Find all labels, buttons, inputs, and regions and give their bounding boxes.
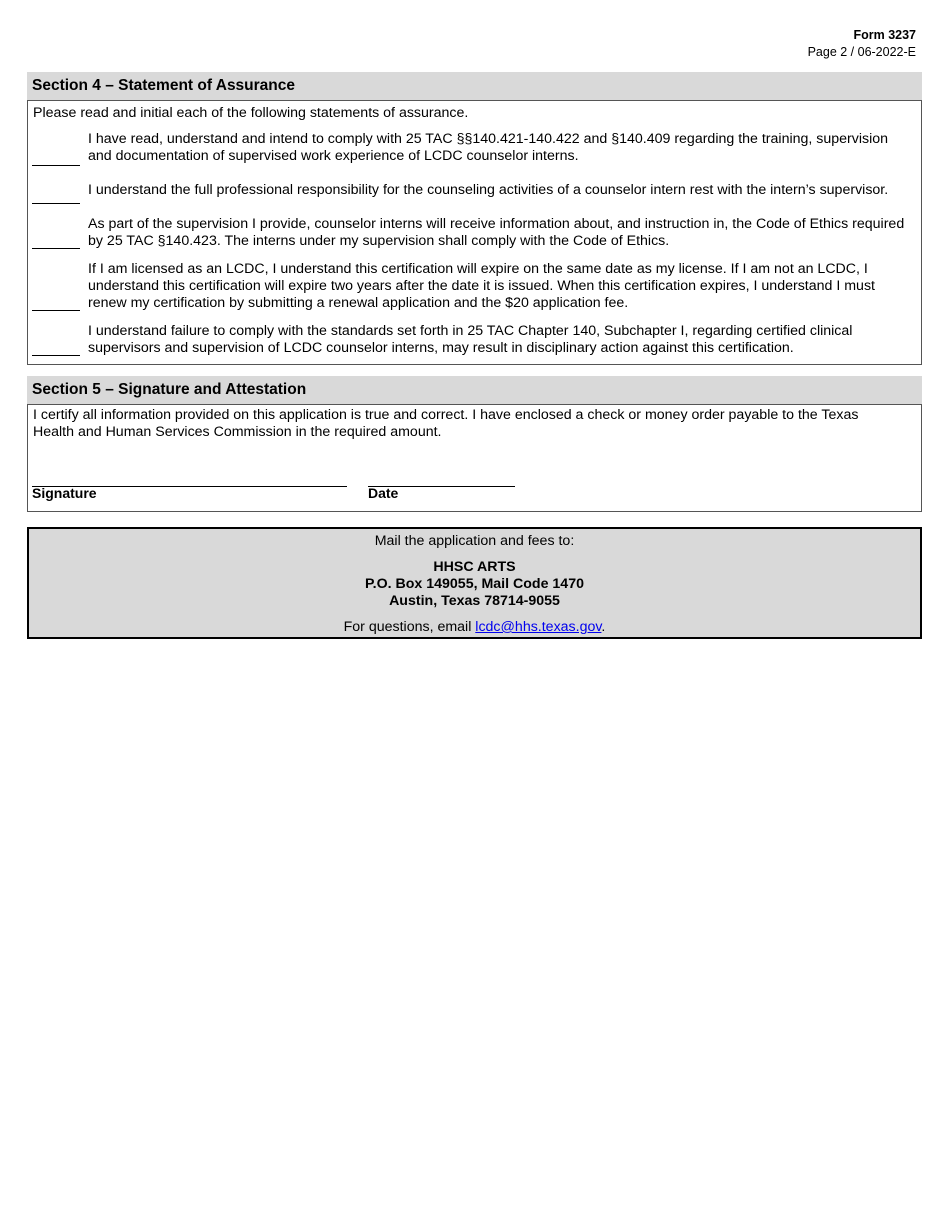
mailing-address-line-1: P.O. Box 149055, Mail Code 1470: [365, 576, 584, 592]
mailing-info-box: [27, 527, 922, 639]
assurance-statement-text: If I am licensed as an LCDC, I understand this certification will expire on the same date as my license. If I am not an LCDC, I understand this certification will expire two years after the date it is issued. When this certification expires, I understand I must renew my certification by submitting a renewal application and the $20 application fee.: [88, 261, 875, 311]
date-label: Date: [368, 485, 399, 501]
email-link[interactable]: lcdc@hhs.texas.gov: [475, 619, 602, 635]
initial-field[interactable]: [32, 355, 80, 356]
assurance-statement-text: I understand failure to comply with the standards set forth in 25 TAC Chapter 140, Subchapter I, regarding certified clinical supervisors and supervision of LCDC counselor interns, may result in disciplinary action against this certification.: [88, 323, 853, 356]
form-header: [808, 27, 916, 61]
questions-suffix: .: [601, 619, 606, 635]
initial-field[interactable]: [32, 248, 80, 249]
initial-field[interactable]: [32, 310, 80, 311]
section-5-box: [27, 404, 922, 512]
questions-line: [29, 619, 920, 636]
section-4-intro: Please read and initial each of the following statements of assurance.: [33, 105, 469, 121]
initial-field[interactable]: [32, 165, 80, 166]
mailing-intro: Mail the application and fees to:: [374, 533, 575, 549]
signature-label: Signature: [32, 485, 97, 501]
assurance-statement-text: I have read, understand and intend to comply with 25 TAC §§140.421-140.422 and §140.409 regarding the training, supervision and documentation of supervised work experience of LCDC counselor interns.: [88, 131, 889, 164]
certification-text: I certify all information provided on this application is true and correct. I have enclosed a check or money order payable to the Texas Health and Human Services Commission in the required amount.: [33, 407, 859, 440]
assurance-statement-text: As part of the supervision I provide, counselor interns will receive information about, and instruction in, the Code of Ethics required by 25 TAC §140.423. The interns under my supervision shall comply with the Code of Ethics.: [88, 216, 905, 249]
section-5-title: Section 5 – Signature and Attestation: [27, 376, 922, 404]
page-info: Page 2 / 06-2022-E: [807, 45, 916, 59]
section-4-title: Section 4 – Statement of Assurance: [27, 72, 922, 100]
section-4-box: [27, 100, 922, 365]
assurance-statement-text: I understand the full professional responsibility for the counseling activities of a counselor intern rest with the intern’s supervisor.: [88, 182, 889, 198]
questions-prefix: For questions, email: [343, 619, 476, 635]
mailing-name: HHSC ARTS: [433, 559, 516, 575]
initial-field[interactable]: [32, 203, 80, 204]
mailing-address-line-2: Austin, Texas 78714-9055: [389, 593, 560, 609]
form-number: Form 3237: [853, 28, 916, 42]
